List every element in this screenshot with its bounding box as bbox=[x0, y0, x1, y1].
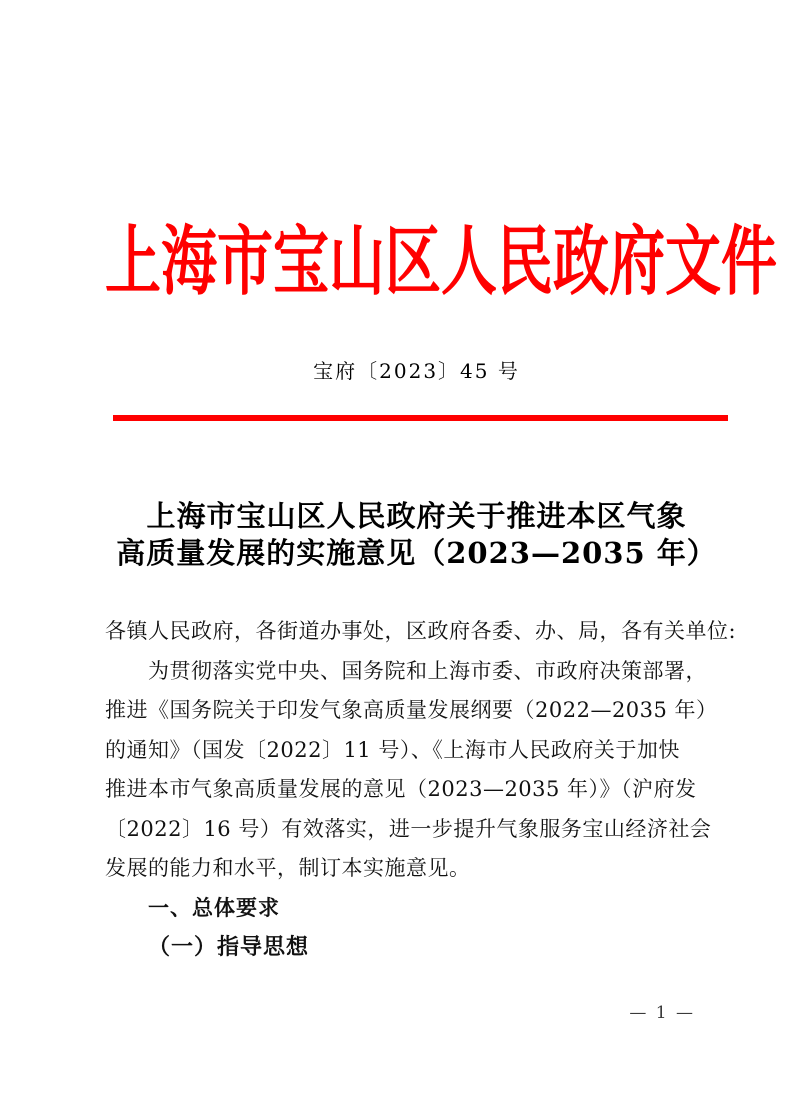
document-header-title: 上海市宝山区人民政府文件 bbox=[105, 217, 777, 307]
document-body bbox=[105, 612, 737, 968]
salutation-line: 各镇人民政府，各街道办事处，区政府各委、办、局，各有关单位: bbox=[105, 619, 737, 643]
document-title-line2: 高质量发展的实施意见（2023—2035 年） bbox=[116, 536, 717, 570]
body-line: 为贯彻落实党中央、国务院和上海市委、市政府决策部署， bbox=[148, 658, 707, 683]
document-title-line1: 上海市宝山区人民政府关于推进本区气象 bbox=[146, 499, 687, 533]
red-divider-line bbox=[113, 415, 728, 421]
document-title bbox=[105, 498, 728, 572]
section-heading: 一、总体要求 bbox=[148, 895, 280, 920]
document-number: 宝府〔2023〕45 号 bbox=[313, 359, 520, 383]
body-line: 〔2022〕16 号）有效落实，进一步提升气象服务宝山经济社会 bbox=[105, 816, 712, 841]
body-line: 推进本市气象高质量发展的意见（2023—2035 年）》（沪府发 bbox=[105, 777, 697, 801]
body-line: 的通知》（国发〔2022〕11 号）、《上海市人民政府关于加快 bbox=[105, 737, 680, 762]
body-line: 发展的能力和水平，制订本实施意见。 bbox=[105, 856, 471, 880]
page-number: — 1 — bbox=[629, 1003, 695, 1023]
body-line: 推进《国务院关于印发气象高质量发展纲要（2022—2035 年） bbox=[105, 698, 718, 722]
document-content-area bbox=[105, 0, 777, 1093]
subsection-heading: （一）指导思想 bbox=[148, 934, 310, 960]
